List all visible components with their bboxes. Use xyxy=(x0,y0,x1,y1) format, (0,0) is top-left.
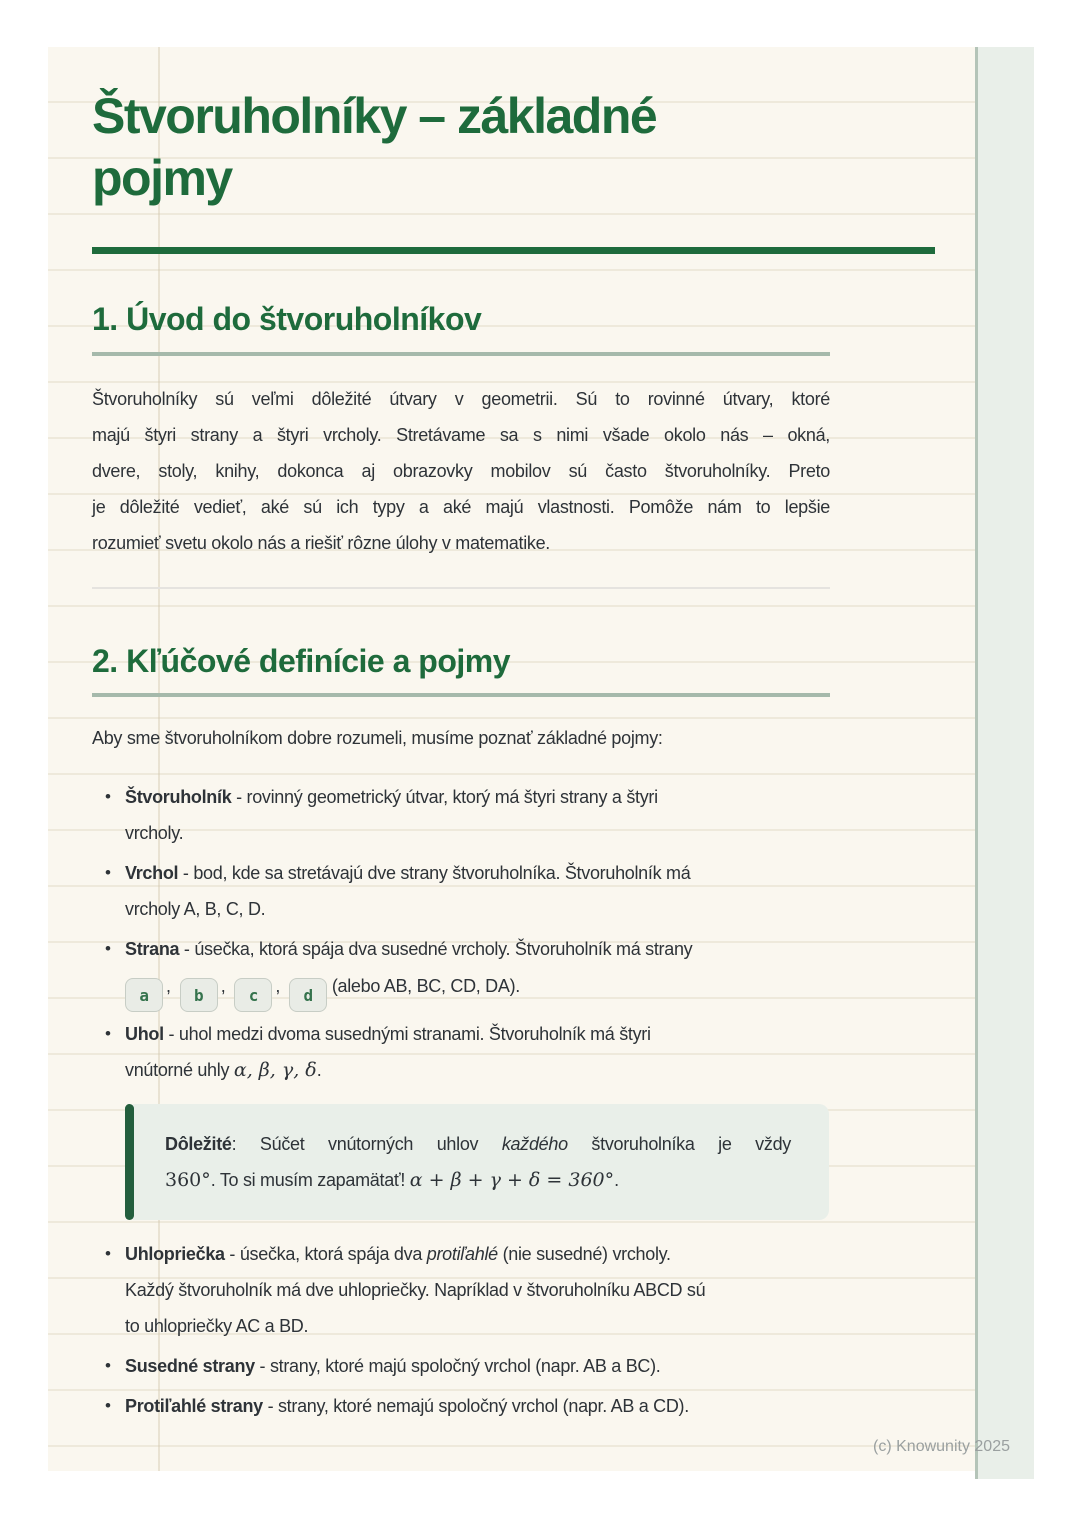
bullet-icon: • xyxy=(105,939,111,958)
list-item-line xyxy=(125,855,830,891)
chip-separator: , xyxy=(275,976,281,996)
page-title-line1: Štvoruholníky – základné xyxy=(92,88,657,144)
callout-emphasis: každého xyxy=(501,1134,568,1154)
code-chip-d: d xyxy=(289,978,327,1012)
chips-suffix: (alebo AB, BC, CD, DA). xyxy=(331,976,520,996)
paragraph-line: rozumieť svetu okolo nás a riešiť rôzne úlohy v matematike. xyxy=(92,533,551,553)
callout-text: . To si musím zapamätať! xyxy=(210,1170,410,1190)
right-accent-strip xyxy=(975,47,1034,1479)
list-item-protilahle-strany xyxy=(92,1388,830,1424)
term-description: - bod, kde sa stretávajú dve strany štvoruholníka. Štvoruholník má xyxy=(178,863,691,883)
title-divider xyxy=(92,247,935,254)
chip-separator: , xyxy=(220,976,226,996)
bullet-icon: • xyxy=(105,787,111,806)
term-description: - rovinný geometrický útvar, ktorý má štyri strany a štyri xyxy=(231,787,658,807)
page-title-line2: pojmy xyxy=(92,150,232,206)
term-description: vnútorné uhly xyxy=(125,1060,234,1080)
definitions-intro: Aby sme štvoruholníkom dobre rozumeli, musíme poznať základné pojmy: xyxy=(92,728,663,748)
section2-heading: 2. Kľúčové definície a pojmy xyxy=(92,643,511,679)
list-item-line xyxy=(125,931,830,967)
list-item-susedne-strany xyxy=(92,1348,830,1384)
definitions-list-2 xyxy=(92,1236,830,1424)
term-emphasis: protiľahlé xyxy=(426,1244,498,1264)
list-item-line xyxy=(125,1016,830,1052)
callout-text: : Súčet vnútorných uhlov xyxy=(231,1134,502,1154)
notebook-paper xyxy=(48,47,975,1471)
callout-text: . xyxy=(614,1170,619,1190)
list-item-line xyxy=(125,779,830,815)
bullet-icon: • xyxy=(105,1024,111,1043)
code-chip-b: b xyxy=(180,978,218,1012)
callout-line xyxy=(165,1162,791,1198)
paragraph-line: je dôležité vedieť, aké sú ich typy a aké majú vlastnosti. Pomôže nám to lepšie xyxy=(92,497,830,517)
list-item-line xyxy=(125,1388,830,1424)
footer-credit: (c) Knowunity 2025 xyxy=(873,1438,1010,1455)
term-label: Protiľahlé strany xyxy=(125,1396,263,1416)
content-column xyxy=(92,47,830,1424)
term-label: Uhlopriečka xyxy=(125,1244,225,1264)
greek-angles-math: α, β, γ, δ xyxy=(233,1059,317,1081)
paragraph-line: dvere, stoly, knihy, dokonca aj obrazovky mobilov sú často štvoruholníky. Preto xyxy=(92,461,830,481)
paragraph-line: Štvoruholníky sú veľmi dôležité útvary v geometrii. Sú to rovinné útvary, ktoré xyxy=(92,389,830,409)
term-description: - strany, ktoré nemajú spoločný vrchol (napr. AB a CD). xyxy=(262,1396,689,1416)
definitions-list xyxy=(92,779,830,1088)
bullet-icon: • xyxy=(105,863,111,882)
callout-label: Dôležité xyxy=(165,1134,232,1154)
bullet-icon: • xyxy=(105,1396,111,1415)
term-description: - strany, ktoré majú spoločný vrchol (napr. AB a BC). xyxy=(254,1356,661,1376)
term-label: Uhol xyxy=(125,1024,164,1044)
list-item-line xyxy=(125,1052,830,1088)
term-description: - úsečka, ktorá spája dva susedné vrcholy. Štvoruholník má strany xyxy=(179,939,693,959)
list-item-uhlopriecka xyxy=(92,1236,830,1344)
callout-accent-bar xyxy=(125,1104,134,1220)
list-item-uhol xyxy=(92,1016,830,1088)
list-item-line: to uhlopriečky AC a BD. xyxy=(125,1316,309,1336)
term-description: - uhol medzi dvoma susednými stranami. Štvoruholník má štyri xyxy=(163,1024,651,1044)
angle-sum-equation: α + β + γ + δ = 360° xyxy=(409,1169,615,1191)
section1-heading: 1. Úvod do štvoruholníkov xyxy=(92,301,482,337)
bullet-icon: • xyxy=(105,1356,111,1375)
term-label: Štvoruholník xyxy=(125,787,232,807)
section-divider xyxy=(92,587,830,589)
list-item-vrchol xyxy=(92,855,830,927)
side-chips-line xyxy=(125,967,830,1012)
section1-underline xyxy=(92,352,830,356)
term-label: Vrchol xyxy=(125,863,179,883)
list-item-strana xyxy=(92,931,830,1012)
term-description: (nie susedné) vrcholy. xyxy=(497,1244,671,1264)
chip-separator: , xyxy=(166,976,171,996)
code-chip-a: a xyxy=(125,978,163,1012)
callout-text: štvoruholníka je vždy xyxy=(567,1134,791,1154)
code-chip-c: c xyxy=(234,978,272,1012)
list-item-line: Každý štvoruholník má dve uhlopriečky. Napríklad v štvoruholníku ABCD sú xyxy=(125,1280,706,1300)
list-item-stvoruholnik xyxy=(92,779,830,851)
intro-paragraph xyxy=(92,381,830,561)
term-label: Strana xyxy=(125,939,180,959)
degrees-math: 360° xyxy=(165,1169,211,1191)
list-item-line xyxy=(125,1348,830,1384)
list-item-line: vrcholy A, B, C, D. xyxy=(125,899,266,919)
term-label: Susedné strany xyxy=(125,1356,255,1376)
important-callout xyxy=(125,1104,829,1220)
callout-line xyxy=(165,1126,791,1162)
list-item-line xyxy=(125,1236,830,1272)
list-item-line: vrcholy. xyxy=(125,823,184,843)
term-description: . xyxy=(316,1060,322,1080)
term-description: - úsečka, ktorá spája dva xyxy=(224,1244,427,1264)
section2-underline xyxy=(92,693,830,697)
page-title xyxy=(92,47,830,209)
bullet-icon: • xyxy=(105,1244,111,1263)
paragraph-line: majú štyri strany a štyri vrcholy. Stretávame sa s nimi všade okolo nás – okná, xyxy=(92,425,830,445)
